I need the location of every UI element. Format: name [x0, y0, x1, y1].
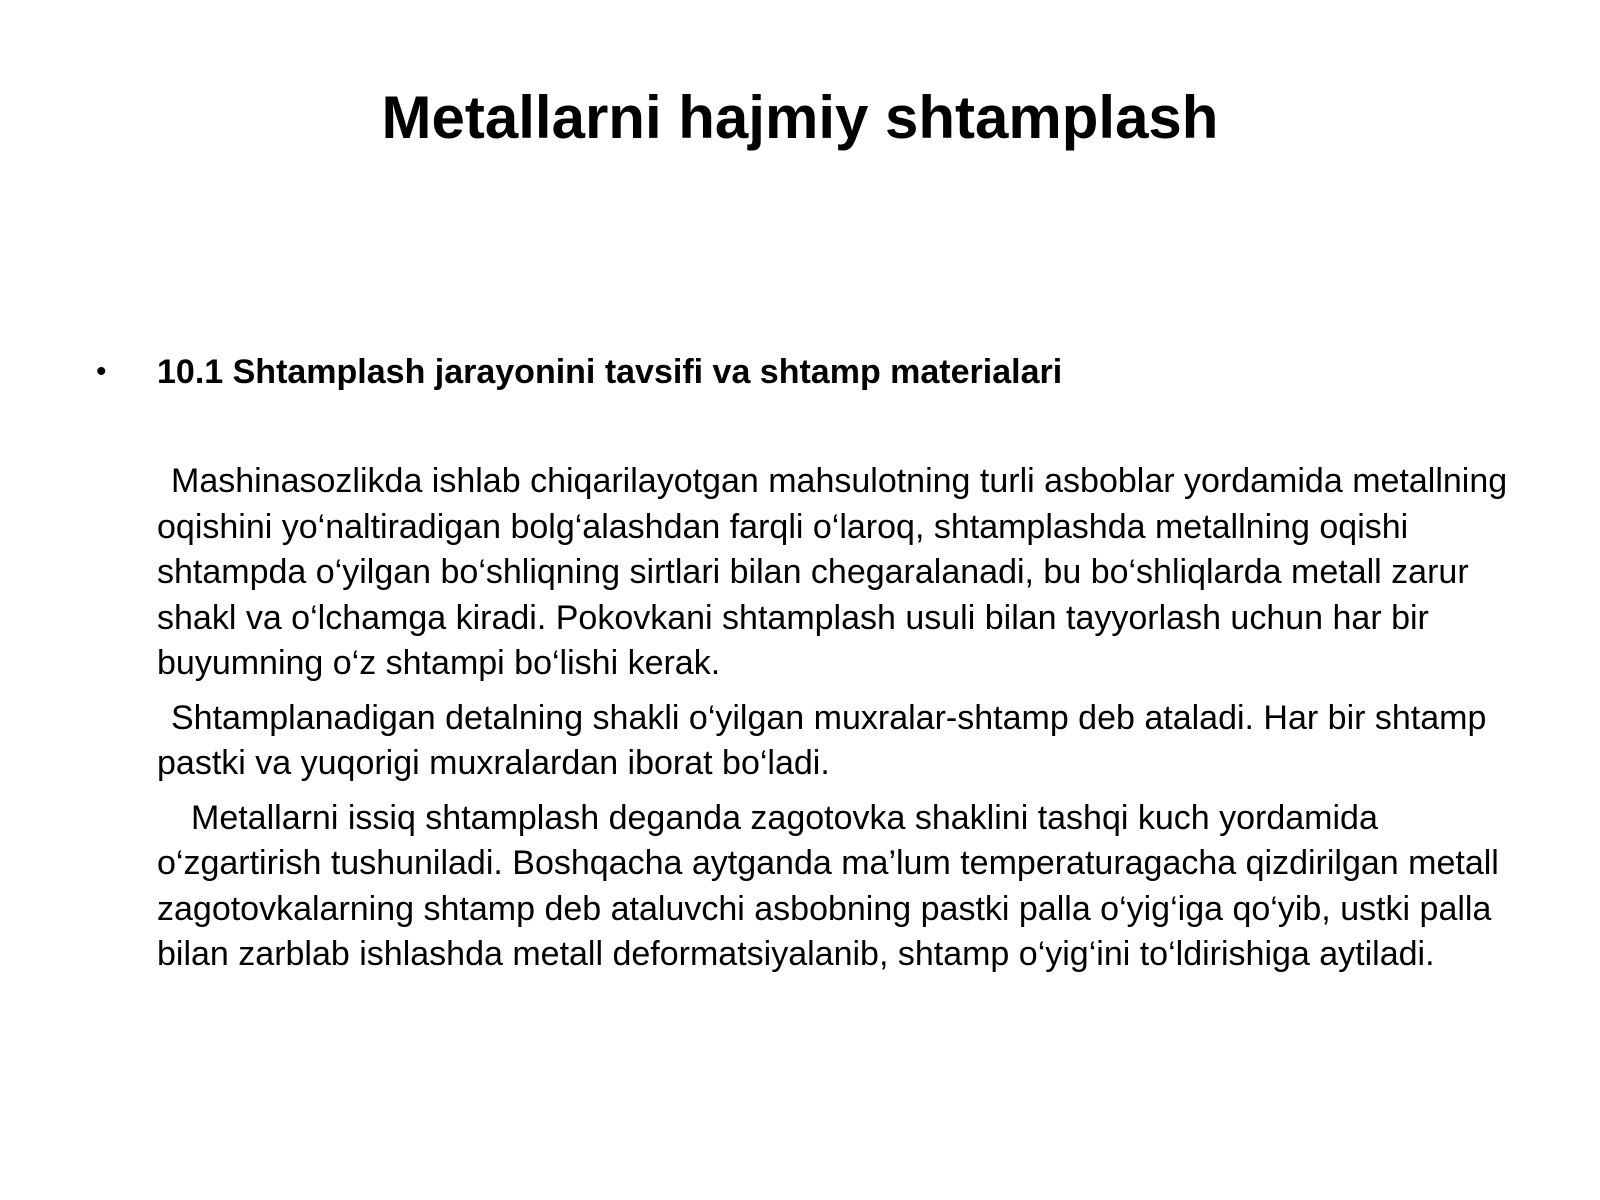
paragraph-2: Shtamplanadigan detalning shakli o‘yilgan muxralar-shtamp deb ataladi. Har bir shtamp pastki va yuqorigi muxralardan iborat bo‘ladi.: [157, 698, 1487, 782]
bullet-icon: •: [96, 355, 107, 388]
paragraph-1: Mashinasozlikda ishlab chiqarilayotgan mahsulotning turli asboblar yordamida metallning oqishini yo‘naltiradigan bolg‘alashdan farqli o‘laroq, shtamplashda metallning oqishi shtampda o‘yilgan bo‘shliqning sirtlari bilan chegaralanadi, bu bo‘shliqlarda metall zarur shakl va o‘lchamga kiradi. Pokovkani shtamplash usuli bilan tayyorlash uchun har bir buyumning o‘z shtampi bo‘lishi kerak.: [157, 462, 1508, 682]
section-heading: 10.1 Shtamplash jarayonini tavsifi va shtamp materialari: [157, 353, 1063, 391]
bullet-item: [96, 350, 1516, 394]
body-text: [157, 459, 1517, 987]
slide-title: Metallarni hajmiy shtamplash: [381, 84, 1219, 151]
paragraph-3: Metallarni issiq shtamplash deganda zagotovka shaklini tashqi kuch yordamida o‘zgartirish tushuniladi. Boshqacha aytganda ma’lum temperaturagacha qizdirilgan metall zagotovkalarning shtamp deb ataluvchi asbobning pastki palla o‘yig‘iga qo‘yib, ustki palla bilan zarblab ishlashda metall deformatsiyalanib, shtamp o‘yig‘ini to‘ldirishiga aytiladi.: [157, 798, 1499, 973]
